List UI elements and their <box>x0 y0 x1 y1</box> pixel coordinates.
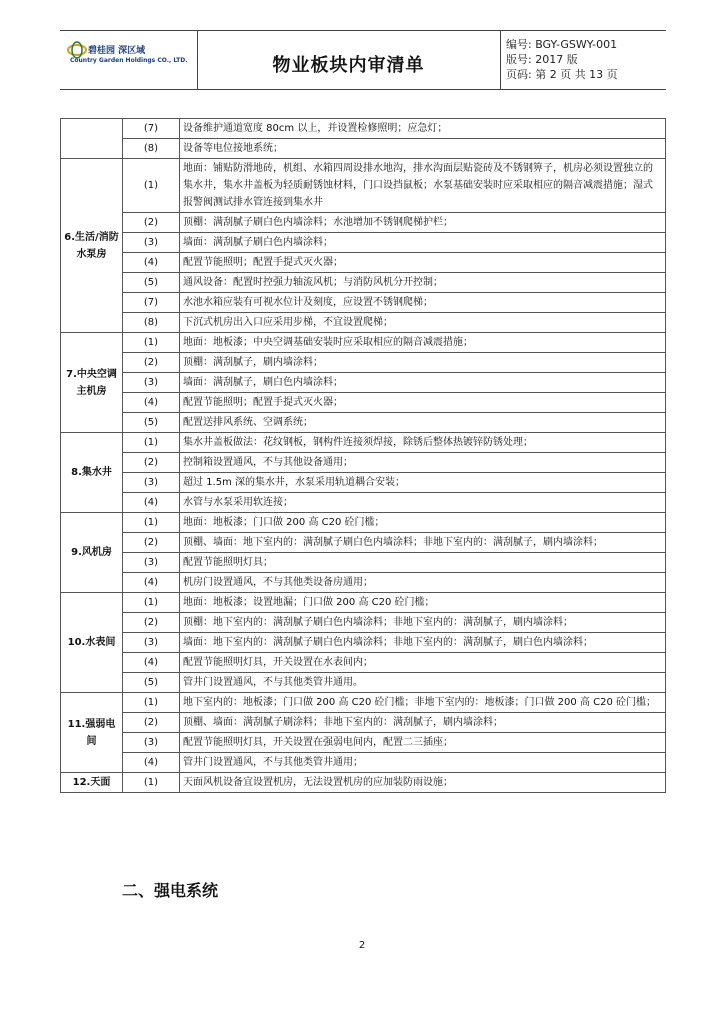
table-row <box>61 633 666 653</box>
item-text-cell: 通风设备：配置时控强力轴流风机；与消防风机分开控制； <box>180 273 666 293</box>
item-text-cell: 控制箱设置通风，不与其他设备通用； <box>180 453 666 473</box>
item-number-cell: (5) <box>123 413 180 433</box>
table-row <box>61 593 666 613</box>
item-number-cell: (1) <box>123 593 180 613</box>
item-text-cell: 地面：铺贴防滑地砖，机组、水箱四周设排水地沟，排水沟面层贴瓷砖及不锈钢箅子，机房必须设置独立的集水井，集水井盖板为轻质耐锈蚀材料，门口设挡鼠板；水泵基础安装时应采取相应的隔音减震措施；湿式报警阀测试排水管连接到集水井 <box>180 159 666 213</box>
item-number-cell: (3) <box>123 233 180 253</box>
item-number-cell: (2) <box>123 453 180 473</box>
table-row <box>61 313 666 333</box>
meta-doc-number: 编号: BGY-GSWY-001 <box>506 38 618 51</box>
item-number-cell: (4) <box>123 393 180 413</box>
company-logo <box>66 39 194 79</box>
item-number-cell: (8) <box>123 313 180 333</box>
item-number-cell: (4) <box>123 653 180 673</box>
section-cell: 10.水表间 <box>61 593 123 693</box>
table-row <box>61 713 666 733</box>
table-row <box>61 433 666 453</box>
item-text-cell: 下沉式机房出入口应采用步梯，不宜设置爬梯； <box>180 313 666 333</box>
item-text-cell: 管井门设置通风，不与其他类管井通用。 <box>180 673 666 693</box>
item-number-cell: (1) <box>123 693 180 713</box>
item-text-cell: 配置节能照明；配置手提式灭火器； <box>180 253 666 273</box>
logo-english-text: Country Garden Holdings CO., LTD. <box>70 57 188 64</box>
item-number-cell: (2) <box>123 353 180 373</box>
item-number-cell: (4) <box>123 573 180 593</box>
item-text-cell: 配置节能照明灯具； <box>180 553 666 573</box>
item-number-cell: (8) <box>123 139 180 159</box>
section-cell <box>61 119 123 159</box>
section-cell: 9.风机房 <box>61 513 123 593</box>
item-number-cell: (3) <box>123 733 180 753</box>
item-text-cell: 配置送排风系统、空调系统； <box>180 413 666 433</box>
document-title: 物业板块内审清单 <box>272 55 425 76</box>
item-number-cell: (1) <box>123 433 180 453</box>
table-row <box>61 213 666 233</box>
item-number-cell: (7) <box>123 293 180 313</box>
item-number-cell: (1) <box>123 513 180 533</box>
item-text-cell: 水管与水泵采用软连接； <box>180 493 666 513</box>
item-text-cell: 集水井盖板做法：花纹钢板，钢构件连接须焊接，除锈后整体热镀锌防锈处理； <box>180 433 666 453</box>
table-row <box>61 773 666 793</box>
item-text-cell: 顶棚、墙面：满刮腻子刷涂料；非地下室内的：满刮腻子，刷内墙涂料； <box>180 713 666 733</box>
meta-page-info: 页码: 第 2 页 共 13 页 <box>506 68 618 81</box>
section-cell: 12.天面 <box>61 773 123 793</box>
table-row <box>61 273 666 293</box>
table-row <box>61 553 666 573</box>
document-meta <box>506 37 618 82</box>
item-text-cell: 管井门设置通风，不与其他类管井通用； <box>180 753 666 773</box>
audit-checklist-table <box>60 118 666 793</box>
table-row <box>61 653 666 673</box>
item-number-cell: (1) <box>123 159 180 213</box>
item-number-cell: (3) <box>123 473 180 493</box>
item-text-cell: 配置节能照明灯具，开关设置在强弱电间内，配置二三插座； <box>180 733 666 753</box>
table-row <box>61 573 666 593</box>
table-row <box>61 693 666 713</box>
item-number-cell: (2) <box>123 613 180 633</box>
table-row <box>61 373 666 393</box>
item-number-cell: (3) <box>123 633 180 653</box>
item-number-cell: (4) <box>123 493 180 513</box>
table-row <box>61 413 666 433</box>
table-row <box>61 533 666 553</box>
table-row <box>61 333 666 353</box>
item-number-cell: (4) <box>123 753 180 773</box>
item-text-cell: 墙面：满刮腻子刷白色内墙涂料； <box>180 233 666 253</box>
item-text-cell: 地面：地板漆；门口做 200 高 C20 砼门槛； <box>180 513 666 533</box>
table-row <box>61 119 666 139</box>
item-text-cell: 配置节能照明灯具，开关设置在水表间内； <box>180 653 666 673</box>
item-text-cell: 顶棚：满刮腻子，刷内墙涂料； <box>180 353 666 373</box>
item-text-cell: 超过 1.5m 深的集水井，水泵采用轨道耦合安装； <box>180 473 666 493</box>
item-text-cell: 地面：地板漆；设置地漏；门口做 200 高 C20 砼门槛； <box>180 593 666 613</box>
page-number: 2 <box>358 940 366 951</box>
item-number-cell: (2) <box>123 713 180 733</box>
table-row <box>61 733 666 753</box>
section-cell: 11.强弱电间 <box>61 693 123 773</box>
table-row <box>61 253 666 273</box>
item-number-cell: (2) <box>123 213 180 233</box>
table-row <box>61 673 666 693</box>
item-text-cell: 水池水箱应装有可视水位计及刻度，应设置不锈钢爬梯； <box>180 293 666 313</box>
item-number-cell: (1) <box>123 333 180 353</box>
table-row <box>61 393 666 413</box>
meta-version: 版号: 2017 版 <box>506 53 578 66</box>
item-text-cell: 顶棚、墙面：地下室内的：满刮腻子刷白色内墙涂料；非地下室内的：满刮腻子，刷内墙涂料； <box>180 533 666 553</box>
document-header <box>60 30 666 90</box>
table-row <box>61 353 666 373</box>
table-row <box>61 233 666 253</box>
logo-chinese-text: 碧桂园 深区域 <box>88 46 146 56</box>
item-text-cell: 地下室内的：地板漆；门口做 200 高 C20 砼门槛；非地下室内的：地板漆；门口做 200 高 C20 砼门槛； <box>180 693 666 713</box>
item-text-cell: 墙面：满刮腻子，刷白色内墙涂料； <box>180 373 666 393</box>
section-cell: 8.集水井 <box>61 433 123 513</box>
item-text-cell: 设备维护通道宽度 80cm 以上，并设置检修照明；应急灯； <box>180 119 666 139</box>
table-row <box>61 753 666 773</box>
item-number-cell: (5) <box>123 273 180 293</box>
item-text-cell: 顶棚：地下室内的：满刮腻子刷白色内墙涂料；非地下室内的：满刮腻子，刷内墙涂料； <box>180 613 666 633</box>
item-text-cell: 设备等电位接地系统； <box>180 139 666 159</box>
item-number-cell: (3) <box>123 553 180 573</box>
section-heading: 二、强电系统 <box>122 881 219 900</box>
table-row <box>61 493 666 513</box>
table-row <box>61 473 666 493</box>
table-row <box>61 453 666 473</box>
item-text-cell: 地面：地板漆；中央空调基础安装时应采取相应的隔音减震措施； <box>180 333 666 353</box>
section-cell: 6.生活/消防水泵房 <box>61 159 123 333</box>
item-text-cell: 机房门设置通风，不与其他类设备房通用； <box>180 573 666 593</box>
item-text-cell: 配置节能照明；配置手提式灭火器； <box>180 393 666 413</box>
table-row <box>61 159 666 213</box>
item-number-cell: (4) <box>123 253 180 273</box>
item-number-cell: (3) <box>123 373 180 393</box>
table-row <box>61 139 666 159</box>
item-number-cell: (2) <box>123 533 180 553</box>
item-text-cell: 顶棚：满刮腻子刷白色内墙涂料；水池增加不锈钢爬梯护栏； <box>180 213 666 233</box>
item-number-cell: (7) <box>123 119 180 139</box>
item-number-cell: (5) <box>123 673 180 693</box>
table-row <box>61 613 666 633</box>
item-text-cell: 墙面：地下室内的：满刮腻子刷白色内墙涂料；非地下室内的：满刮腻子，刷白色内墙涂料； <box>180 633 666 653</box>
table-row <box>61 513 666 533</box>
section-cell: 7.中央空调主机房 <box>61 333 123 433</box>
table-row <box>61 293 666 313</box>
item-text-cell: 天面风机设备宜设置机房，无法设置机房的应加装防雨设施； <box>180 773 666 793</box>
item-number-cell: (1) <box>123 773 180 793</box>
